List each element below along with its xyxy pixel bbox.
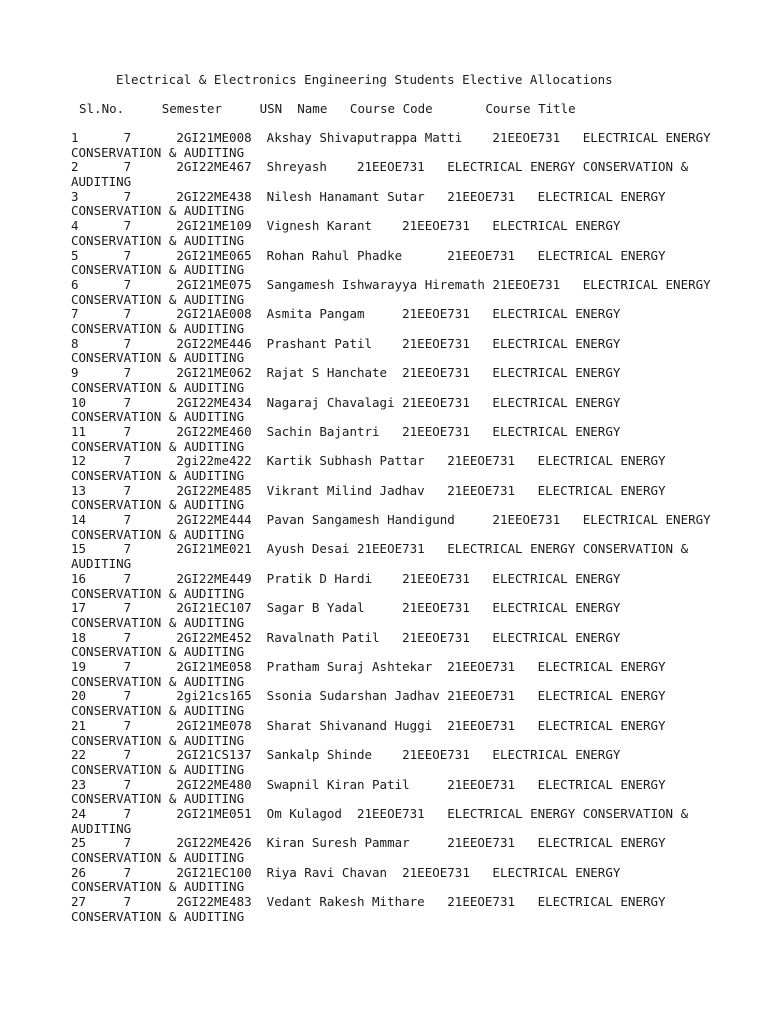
row-line-2: CONSERVATION & AUDITING (71, 262, 245, 278)
row-line-2: CONSERVATION & AUDITING (71, 703, 245, 719)
row-line-1: 27 7 2GI22ME483 Vedant Rakesh Mithare 21EEOE731 ELECTRICAL ENERGY (71, 894, 666, 910)
row-line-2: CONSERVATION & AUDITING (71, 379, 245, 395)
row-line-1: 5 7 2GI21ME065 Rohan Rahul Phadke 21EEOE731 ELECTRICAL ENERGY (71, 247, 666, 263)
row-line-1: 18 7 2GI22ME452 Ravalnath Patil 21EEOE731 ELECTRICAL ENERGY (71, 629, 621, 645)
row-line-1: 10 7 2GI22ME434 Nagaraj Chavalagi 21EEOE731 ELECTRICAL ENERGY (71, 394, 621, 410)
row-line-2: CONSERVATION & AUDITING (71, 732, 245, 748)
row-line-2: AUDITING (71, 556, 132, 572)
table-row (71, 660, 751, 689)
table-row (71, 425, 751, 454)
table-row (71, 778, 751, 807)
table-row (71, 454, 751, 483)
table-row (71, 366, 751, 395)
row-line-2: CONSERVATION & AUDITING (71, 908, 245, 924)
row-line-2: CONSERVATION & AUDITING (71, 321, 245, 337)
row-line-2: CONSERVATION & AUDITING (71, 526, 245, 542)
row-line-1: 4 7 2GI21ME109 Vignesh Karant 21EEOE731 ELECTRICAL ENERGY (71, 218, 621, 234)
row-line-1: 25 7 2GI22ME426 Kiran Suresh Pammar 21EEOE731 ELECTRICAL ENERGY (71, 835, 666, 851)
table-row (71, 572, 751, 601)
row-line-1: 7 7 2GI21AE008 Asmita Pangam 21EEOE731 ELECTRICAL ENERGY (71, 306, 621, 322)
table-row (71, 131, 751, 160)
table-row (71, 601, 751, 630)
row-line-1: 1 7 2GI21ME008 Akshay Shivaputrappa Matti 21EEOE731 ELECTRICAL ENERGY (71, 130, 711, 145)
row-line-1: 22 7 2GI21CS137 Sankalp Shinde 21EEOE731 ELECTRICAL ENERGY (71, 747, 621, 763)
row-line-2: CONSERVATION & AUDITING (71, 644, 245, 660)
row-line-1: 17 7 2GI21EC107 Sagar B Yadal 21EEOE731 ELECTRICAL ENERGY (71, 600, 621, 616)
table-row (71, 542, 751, 571)
table-row (71, 748, 751, 777)
allocation-list (71, 131, 751, 925)
row-line-2: CONSERVATION & AUDITING (71, 291, 245, 307)
table-header: Sl.No. Semester USN Name Course Code Course Title (79, 101, 576, 116)
table-row (71, 631, 751, 660)
row-line-2: CONSERVATION & AUDITING (71, 791, 245, 807)
row-line-2: CONSERVATION & AUDITING (71, 144, 245, 160)
row-line-1: 21 7 2GI21ME078 Sharat Shivanand Huggi 21EEOE731 ELECTRICAL ENERGY (71, 717, 666, 733)
table-row (71, 278, 751, 307)
table-row (71, 836, 751, 865)
table-row (71, 513, 751, 542)
row-line-1: 14 7 2GI22ME444 Pavan Sangamesh Handigund 21EEOE731 ELECTRICAL ENERGY (71, 512, 711, 528)
row-line-1: 13 7 2GI22ME485 Vikrant Milind Jadhav 21EEOE731 ELECTRICAL ENERGY (71, 482, 666, 498)
row-line-2: CONSERVATION & AUDITING (71, 673, 245, 689)
row-line-1: 26 7 2GI21EC100 Riya Ravi Chavan 21EEOE731 ELECTRICAL ENERGY (71, 864, 621, 880)
row-line-2: AUDITING (71, 174, 132, 190)
table-row (71, 249, 751, 278)
row-line-2: CONSERVATION & AUDITING (71, 409, 245, 425)
table-row (71, 307, 751, 336)
row-line-2: CONSERVATION & AUDITING (71, 467, 245, 483)
row-line-1: 6 7 2GI21ME075 Sangamesh Ishwarayya Hiremath 21EEOE731 ELECTRICAL ENERGY (71, 276, 711, 292)
table-row (71, 396, 751, 425)
row-line-1: 23 7 2GI22ME480 Swapnil Kiran Patil 21EEOE731 ELECTRICAL ENERGY (71, 776, 666, 792)
row-line-2: CONSERVATION & AUDITING (71, 438, 245, 454)
row-line-2: CONSERVATION & AUDITING (71, 497, 245, 513)
row-line-2: AUDITING (71, 820, 132, 836)
row-line-2: CONSERVATION & AUDITING (71, 614, 245, 630)
table-row (71, 807, 751, 836)
table-row (71, 219, 751, 248)
row-line-1: 24 7 2GI21ME051 Om Kulagod 21EEOE731 ELECTRICAL ENERGY CONSERVATION & (71, 805, 689, 821)
row-line-1: 15 7 2GI21ME021 Ayush Desai 21EEOE731 ELECTRICAL ENERGY CONSERVATION & (71, 541, 689, 557)
row-line-1: 2 7 2GI22ME467 Shreyash 21EEOE731 ELECTRICAL ENERGY CONSERVATION & (71, 159, 689, 175)
row-line-2: CONSERVATION & AUDITING (71, 850, 245, 866)
table-row (71, 719, 751, 748)
row-line-2: CONSERVATION & AUDITING (71, 203, 245, 219)
row-line-2: CONSERVATION & AUDITING (71, 350, 245, 366)
table-row (71, 895, 751, 924)
row-line-1: 12 7 2gi22me422 Kartik Subhash Pattar 21EEOE731 ELECTRICAL ENERGY (71, 453, 666, 469)
table-row (71, 190, 751, 219)
row-line-2: CONSERVATION & AUDITING (71, 761, 245, 777)
row-line-2: CONSERVATION & AUDITING (71, 585, 245, 601)
table-row (71, 484, 751, 513)
row-line-1: 11 7 2GI22ME460 Sachin Bajantri 21EEOE731 ELECTRICAL ENERGY (71, 423, 621, 439)
table-row (71, 337, 751, 366)
table-row (71, 160, 751, 189)
document-title: Electrical & Electronics Engineering Students Elective Allocations (116, 72, 613, 87)
row-line-1: 3 7 2GI22ME438 Nilesh Hanamant Sutar 21EEOE731 ELECTRICAL ENERGY (71, 188, 666, 204)
table-row (71, 866, 751, 895)
row-line-2: CONSERVATION & AUDITING (71, 879, 245, 895)
row-line-1: 19 7 2GI21ME058 Pratham Suraj Ashtekar 21EEOE731 ELECTRICAL ENERGY (71, 659, 666, 675)
table-row (71, 689, 751, 718)
row-line-1: 8 7 2GI22ME446 Prashant Patil 21EEOE731 ELECTRICAL ENERGY (71, 335, 621, 351)
row-line-1: 9 7 2GI21ME062 Rajat S Hanchate 21EEOE731 ELECTRICAL ENERGY (71, 365, 621, 381)
row-line-2: CONSERVATION & AUDITING (71, 232, 245, 248)
row-line-1: 16 7 2GI22ME449 Pratik D Hardi 21EEOE731 ELECTRICAL ENERGY (71, 570, 621, 586)
row-line-1: 20 7 2gi21cs165 Ssonia Sudarshan Jadhav 21EEOE731 ELECTRICAL ENERGY (71, 688, 666, 704)
